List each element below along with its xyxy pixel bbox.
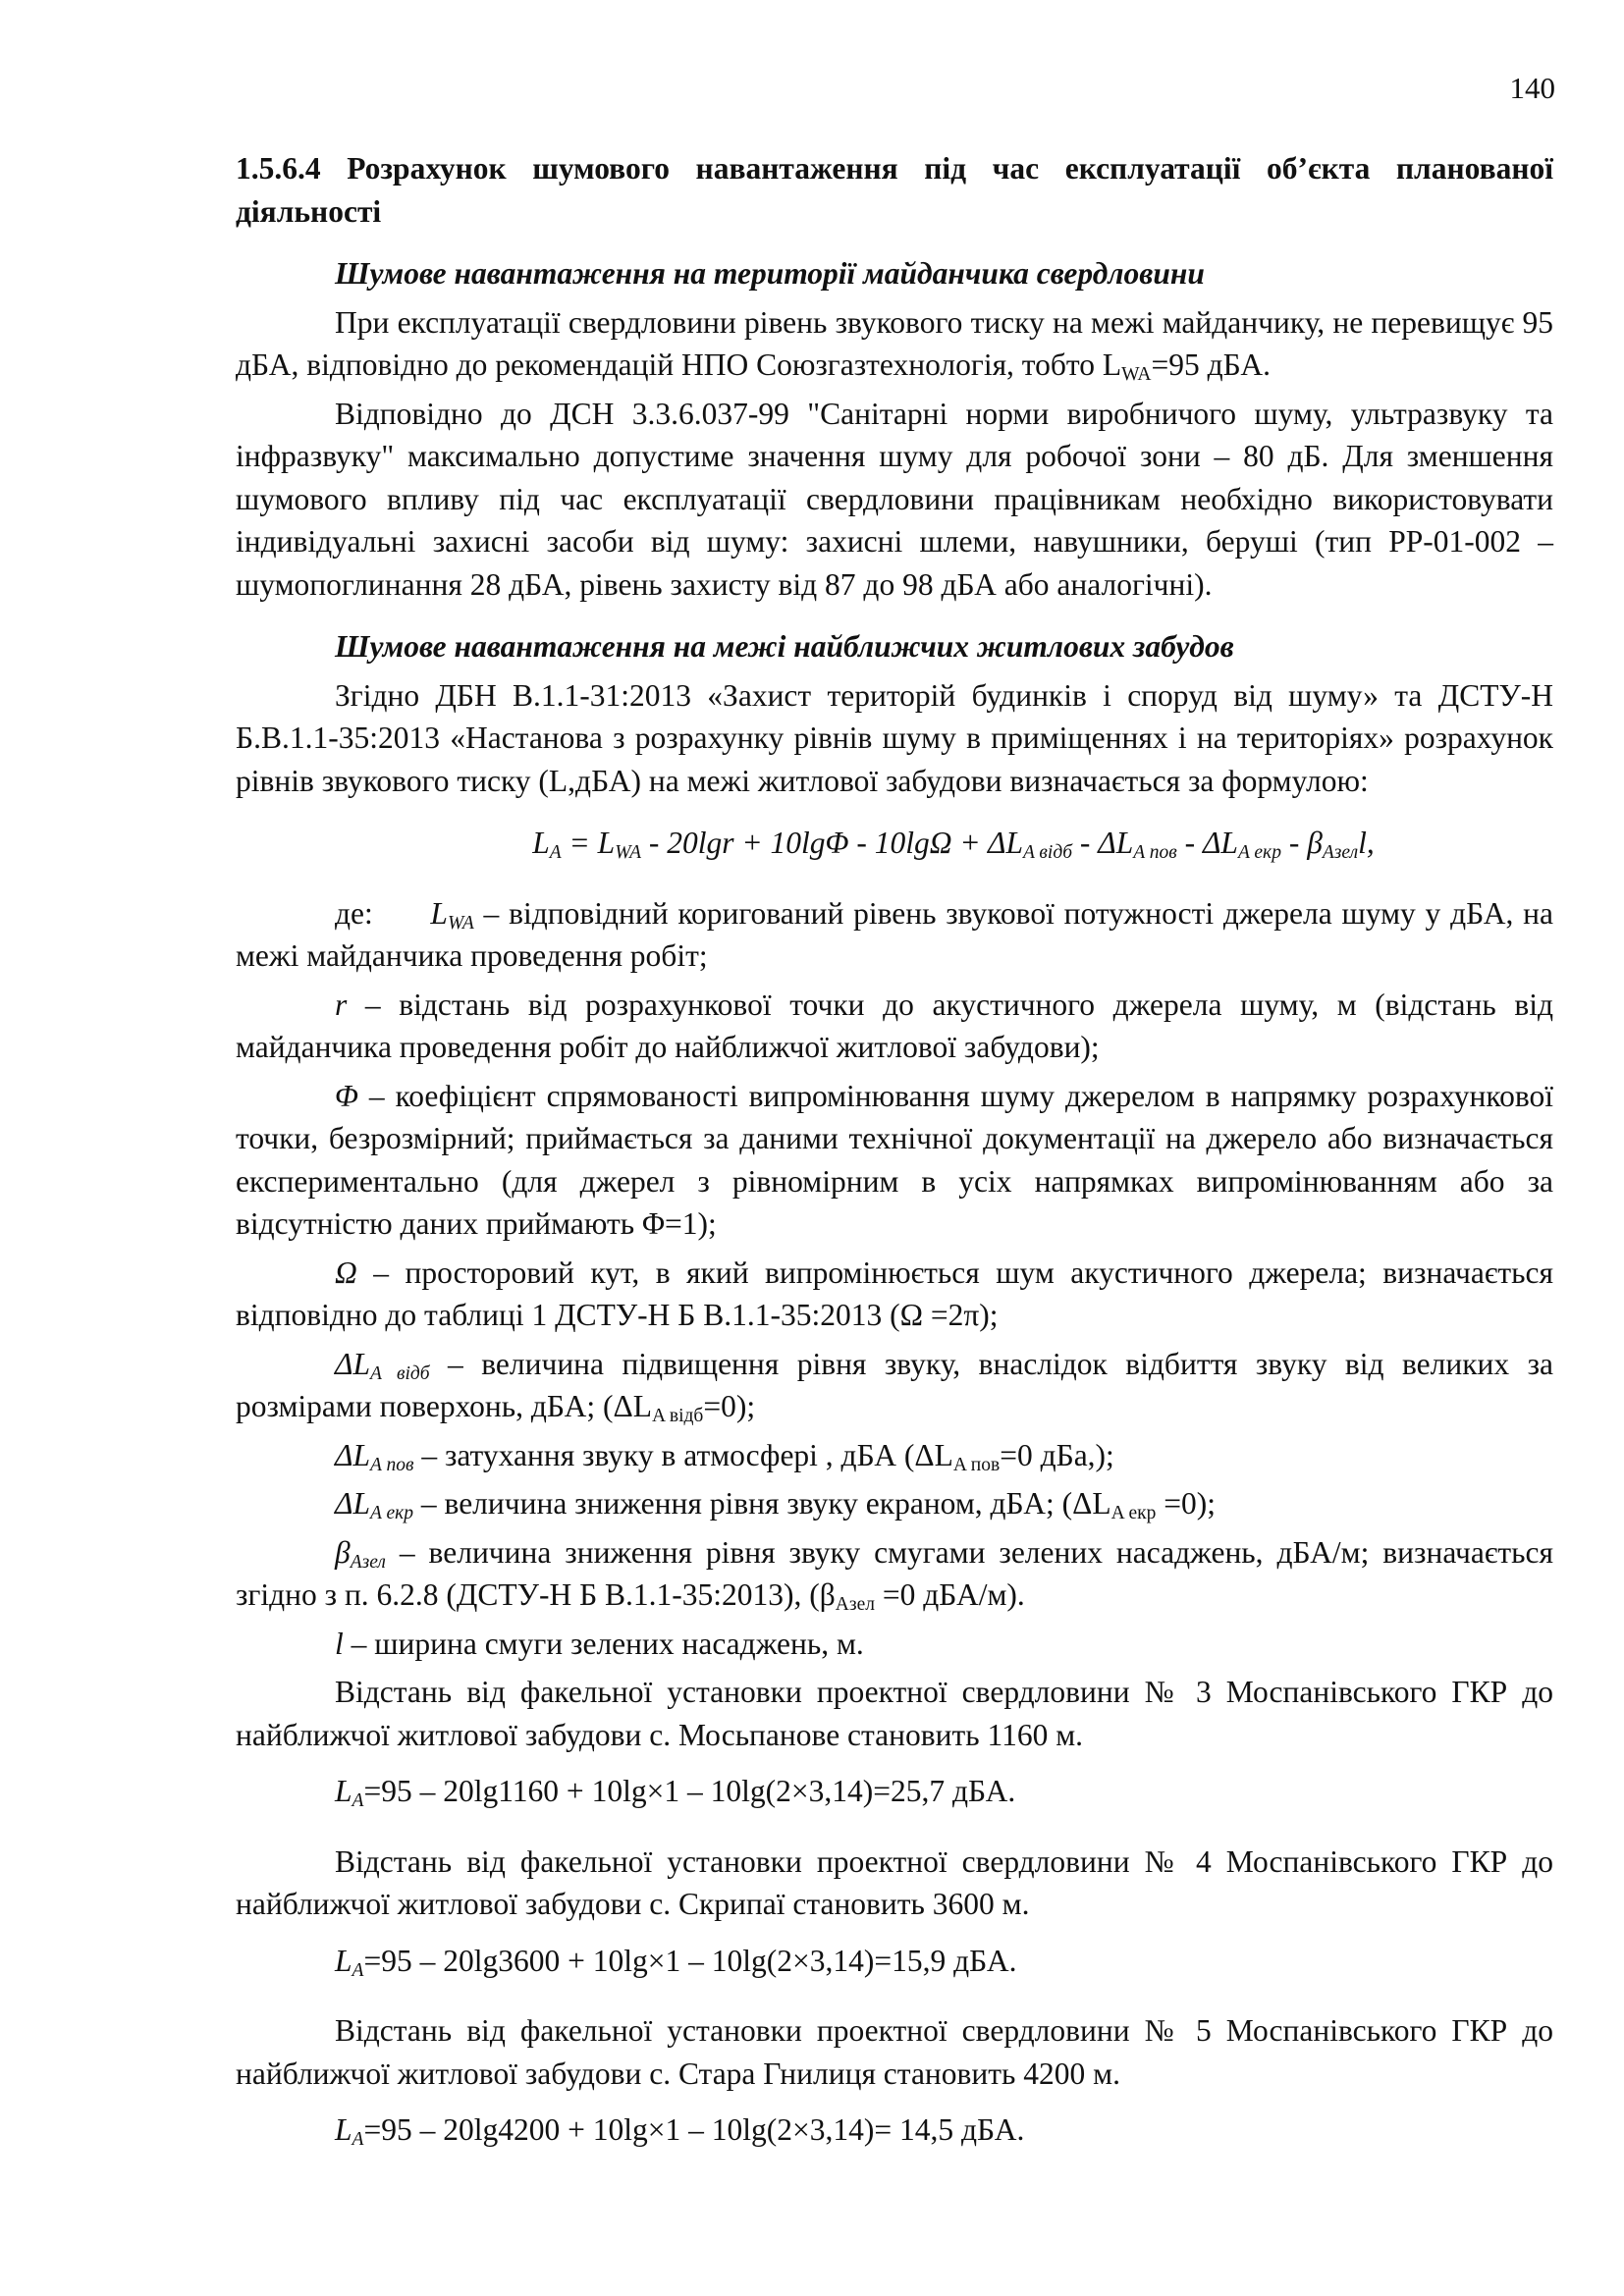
case-well-3-text: Відстань від факельної установки проектної свердловини № 3 Моспанівського ГКР до найближчої житлової забудови с. Мосьпанове становить 1160 м. [236, 1675, 1553, 1752]
subsection-title-site: Шумове навантаження на території майданчика свердловини [335, 256, 1205, 291]
case-well-3-formula: $L_A=95 - 20\lg 1160 + 10\lg\times 1 - 10\lg(2\times 3,14)=25,7$ дБА. [335, 1774, 1016, 1811]
page-content [236, 147, 1553, 2179]
case-well-5-formula: $L_A=95 - 20\lg 4200 + 10\lg\times 1 - 10\lg(2\times 3,14)= 14,5$ дБА. [335, 2112, 1025, 2150]
definition-omega: Ω – просторовий кут, в який випромінюється шум акустичного джерела; визначається відповідно до таблиці 1 ДСТУ-Н Б В.1.1-35:2013 (Ω =2π); [236, 1255, 1553, 1332]
case-well-4-text: Відстань від факельної установки проектної свердловини № 4 Моспанівського ГКР до найближчої житлової забудови с. Скрипаї становить 3600 м. [236, 1843, 1553, 1921]
definition-delta-reflection: $\Delta L_{A відб}$ – величина підвищення рівня звуку, внаслідок відбиття звуку від великих за розмірами поверхонь, дБА; $(\Delta L_{A відб}=0)$; [236, 1346, 1553, 1426]
paragraph-calculation-intro: Згідно ДБН В.1.1-31:2013 «Захист територій будинків і споруд від шуму» та ДСТУ-Н Б.В.1.1-35:2013 «Настанова з розрахунку рівнів шуму в приміщеннях і на територіях» розрахунок рівнів звукового тиску (L,дБА) на межі житлової забудови визначається за формулою: [236, 677, 1553, 798]
definition-r: r – відстань від розрахункової точки до акустичного джерела шуму, м (відстань від майданчика проведення робіт до найближчої житлової забудови); [236, 987, 1553, 1064]
definition-beta-green: $\beta_{Азел}$ – величина зниження рівня звуку смугами зелених насаджень, дБА/м; визначається згідно з п. 6.2.8 (ДСТУ-Н Б В.1.1-35:2013), ($\beta_{Азел} =0$ дБА/м). [236, 1534, 1553, 1615]
definition-delta-screen: $\Delta L_{A екр}$ – величина зниження рівня звуку екраном, дБА; $(\Delta L_{A екр} =0)$; [335, 1486, 1217, 1523]
main-formula: $L_A = L_{WA} - 20\lg r + 10\lg\Phi - 10\lg\Omega + \Delta L_{A відб} - \Delta L_{A пов} - \Delta L_{A екр} - \beta_{Азел}l$, [532, 826, 1375, 863]
section-heading: 1.5.6.4 Розрахунок шумового навантаження під час експлуатації об’єкта планованої діяльності [236, 151, 1553, 229]
paragraph-site-noise: При експлуатації свердловини рівень звукового тиску на межі майданчику, не перевищує 95 дБА, відповідно до рекомендацій НПО Союзгазтехнологія, тобто $L_{WA}=95$ дБА. [236, 304, 1553, 385]
definition-lwa: де: $L_{WA}$ – відповідний коригований рівень звукової потужності джерела шуму у дБА, на межі майданчика проведення робіт; [236, 895, 1554, 973]
page-number: 140 [1509, 71, 1555, 105]
definition-l-width: l – ширина смуги зелених насаджень, м. [335, 1626, 864, 1661]
definition-delta-atmosphere: $\Delta L_{A пов}$ – затухання звуку в атмосфері , дБА ($\Delta L_{A пов}=0$ дБа,); [335, 1437, 1114, 1475]
definition-phi: Φ – коефіцієнт спрямованості випромінювання шуму джерелом в напрямку розрахункової точки, безрозмірний; приймається за даними технічної документації на джерело або визначається експериментально (для джерел з рівномірним в усіх напрямках випромінюванням або за відсутністю даних приймають Φ=1); [236, 1078, 1553, 1241]
subsection-title-residential: Шумове навантаження на межі найближчих житлових забудов [335, 629, 1234, 664]
paragraph-sanitary-norms: Відповідно до ДСН 3.3.6.037-99 "Санітарні норми виробничого шуму, ультразвуку та інфразвуку" максимально допустиме значення шуму для робочої зони – 80 дБ. Для зменшення шумового впливу під час експлуатації свердловини працівникам необхідно використовувати індивідуальні захисні засоби від шуму: захисні шлеми, навушники, беруші (тип РР-01-002 – шумопоглинання 28 дБА, рівень захисту від 87 до 98 дБА або аналогічні). [236, 396, 1553, 602]
case-well-5-text: Відстань від факельної установки проектної свердловини № 5 Моспанівського ГКР до найближчої житлової забудови с. Стара Гнилиця становить 4200 м. [236, 2013, 1553, 2091]
case-well-4-formula: $L_A=95 - 20\lg 3600 + 10\lg\times 1 - 10\lg(2\times 3,14)=15,9$ дБА. [335, 1943, 1017, 1981]
